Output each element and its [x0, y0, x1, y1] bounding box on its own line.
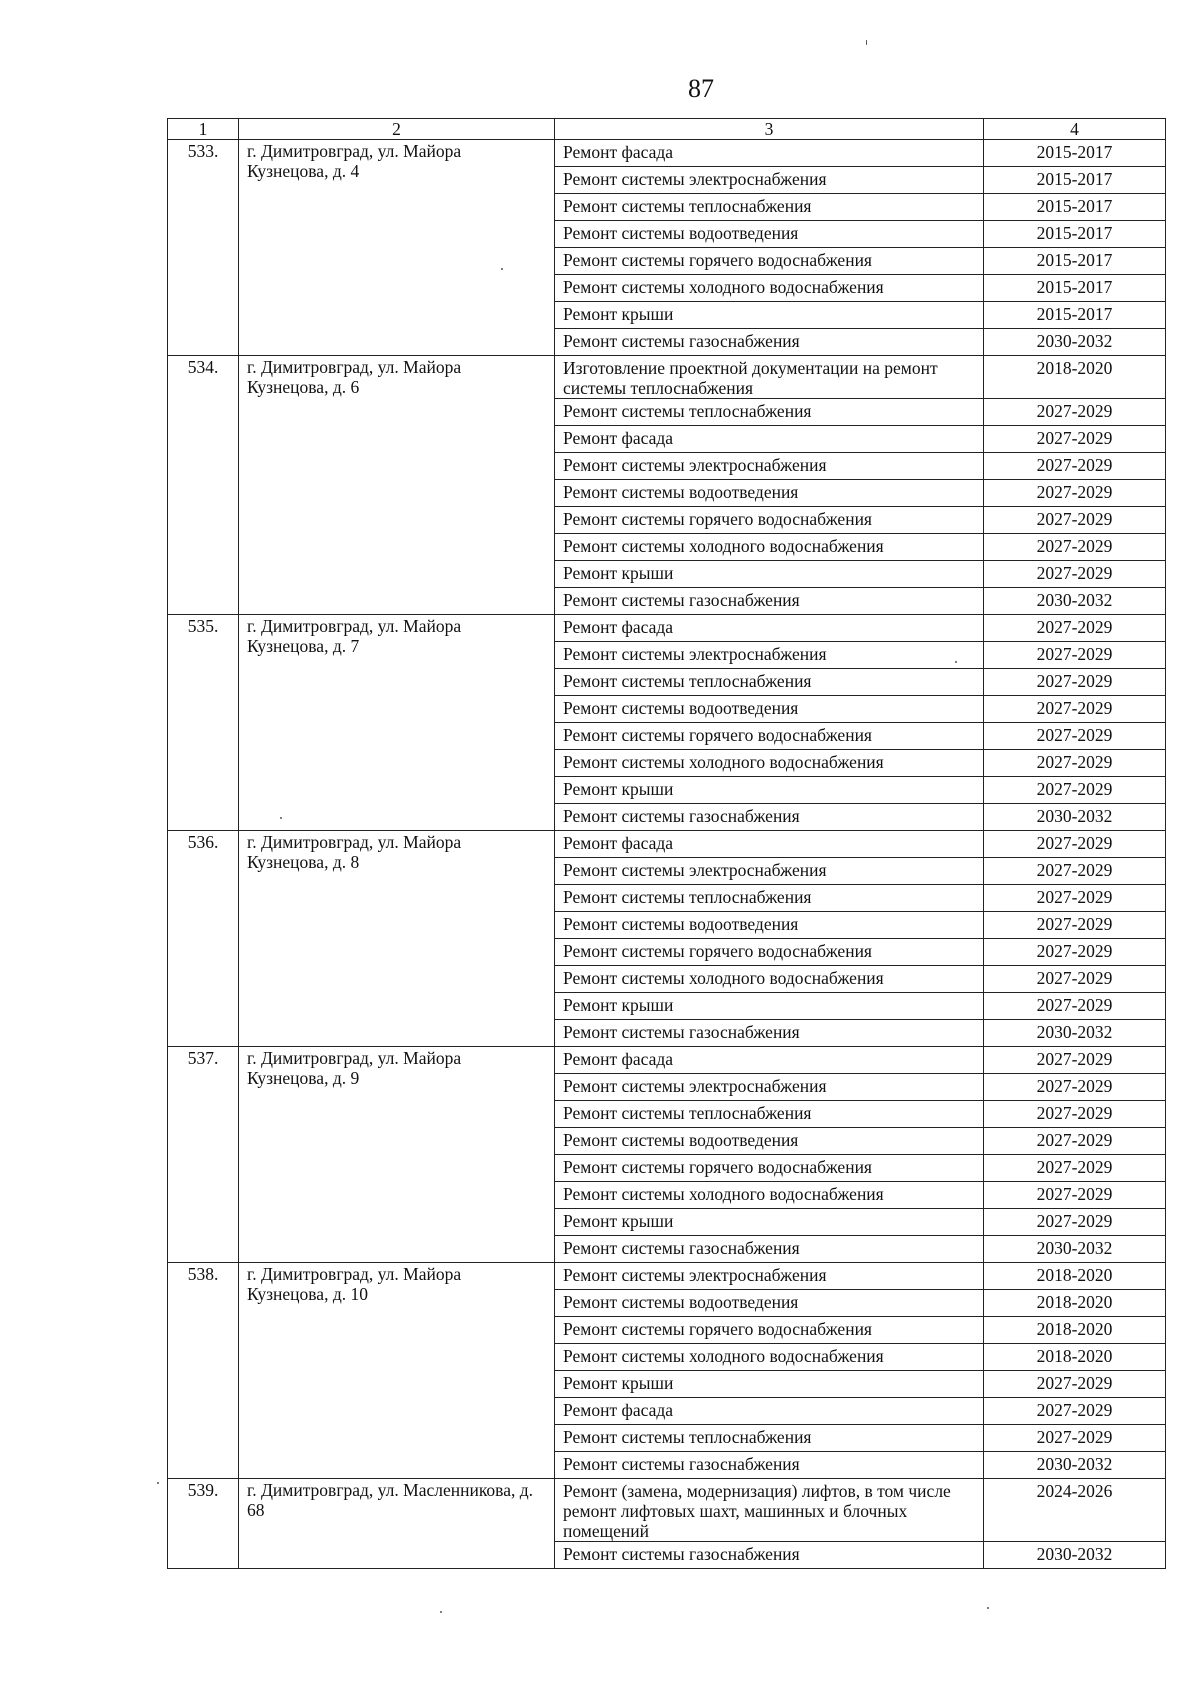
- work-period: 2027-2029: [984, 615, 1166, 642]
- scan-speck: [280, 817, 282, 819]
- work-period: 2027-2029: [984, 966, 1166, 993]
- work-type: Ремонт системы теплоснабжения: [555, 885, 984, 912]
- work-period: 2027-2029: [984, 723, 1166, 750]
- work-type: Ремонт системы теплоснабжения: [555, 399, 984, 426]
- work-period: 2015-2017: [984, 140, 1166, 167]
- repair-schedule-table: [167, 118, 1166, 1569]
- work-type: Ремонт крыши: [555, 561, 984, 588]
- work-type: Ремонт системы теплоснабжения: [555, 1101, 984, 1128]
- work-type: Ремонт фасада: [555, 426, 984, 453]
- work-type: Ремонт системы газоснабжения: [555, 1452, 984, 1479]
- object-number: 535.: [168, 615, 239, 831]
- table-row: [168, 140, 1166, 167]
- work-period: 2030-2032: [984, 329, 1166, 356]
- work-type: Ремонт системы газоснабжения: [555, 329, 984, 356]
- work-type: Изготовление проектной документации на ремонт системы теплоснабжения: [555, 356, 984, 399]
- work-type: Ремонт системы холодного водоснабжения: [555, 534, 984, 561]
- work-type: Ремонт фасада: [555, 1047, 984, 1074]
- work-period: 2027-2029: [984, 831, 1166, 858]
- work-period: 2018-2020: [984, 356, 1166, 399]
- header-col-2: 2: [239, 119, 555, 140]
- work-period: 2024-2026: [984, 1479, 1166, 1542]
- work-period: 2018-2020: [984, 1290, 1166, 1317]
- work-type: Ремонт системы газоснабжения: [555, 1236, 984, 1263]
- work-period: 2027-2029: [984, 1101, 1166, 1128]
- work-period: 2027-2029: [984, 777, 1166, 804]
- work-period: 2027-2029: [984, 1425, 1166, 1452]
- work-period: 2027-2029: [984, 507, 1166, 534]
- work-period: 2027-2029: [984, 1371, 1166, 1398]
- object-address: г. Димитровград, ул. Майора Кузнецова, д. 8: [239, 831, 555, 1047]
- work-period: 2027-2029: [984, 1047, 1166, 1074]
- work-type: Ремонт системы электроснабжения: [555, 858, 984, 885]
- work-type: Ремонт фасада: [555, 615, 984, 642]
- work-type: Ремонт системы газоснабжения: [555, 588, 984, 615]
- work-period: 2027-2029: [984, 669, 1166, 696]
- work-type: Ремонт системы холодного водоснабжения: [555, 1182, 984, 1209]
- work-period: 2027-2029: [984, 426, 1166, 453]
- work-period: 2027-2029: [984, 858, 1166, 885]
- table-row: [168, 1263, 1166, 1290]
- work-type: Ремонт системы горячего водоснабжения: [555, 723, 984, 750]
- work-type: Ремонт крыши: [555, 993, 984, 1020]
- work-period: 2027-2029: [984, 399, 1166, 426]
- work-period: 2030-2032: [984, 804, 1166, 831]
- header-col-3: 3: [555, 119, 984, 140]
- work-period: 2018-2020: [984, 1344, 1166, 1371]
- work-type: Ремонт крыши: [555, 777, 984, 804]
- table-body: [168, 140, 1166, 1569]
- work-type: Ремонт системы теплоснабжения: [555, 194, 984, 221]
- work-period: 2027-2029: [984, 561, 1166, 588]
- work-type: Ремонт системы газоснабжения: [555, 1020, 984, 1047]
- work-type: Ремонт системы холодного водоснабжения: [555, 750, 984, 777]
- work-period: 2027-2029: [984, 885, 1166, 912]
- work-period: 2018-2020: [984, 1317, 1166, 1344]
- work-period: 2027-2029: [984, 534, 1166, 561]
- object-number: 536.: [168, 831, 239, 1047]
- table-row: [168, 356, 1166, 399]
- work-type: Ремонт системы водоотведения: [555, 1290, 984, 1317]
- work-type: Ремонт крыши: [555, 1371, 984, 1398]
- object-address: г. Димитровград, ул. Майора Кузнецова, д. 9: [239, 1047, 555, 1263]
- header-col-4: 4: [984, 119, 1166, 140]
- object-number: 538.: [168, 1263, 239, 1479]
- scan-speck: [987, 1607, 989, 1609]
- work-type: Ремонт крыши: [555, 302, 984, 329]
- work-period: 2027-2029: [984, 1209, 1166, 1236]
- work-period: 2027-2029: [984, 1398, 1166, 1425]
- work-type: Ремонт системы водоотведения: [555, 912, 984, 939]
- work-type: Ремонт системы горячего водоснабжения: [555, 507, 984, 534]
- work-type: Ремонт системы холодного водоснабжения: [555, 275, 984, 302]
- work-type: Ремонт фасада: [555, 831, 984, 858]
- scan-speck: [955, 661, 957, 663]
- work-period: 2015-2017: [984, 275, 1166, 302]
- work-type: Ремонт системы газоснабжения: [555, 804, 984, 831]
- work-period: 2015-2017: [984, 221, 1166, 248]
- page-number: 87: [688, 74, 714, 103]
- work-type: Ремонт системы горячего водоснабжения: [555, 1317, 984, 1344]
- work-type: Ремонт фасада: [555, 1398, 984, 1425]
- work-period: 2027-2029: [984, 453, 1166, 480]
- work-period: 2027-2029: [984, 912, 1166, 939]
- object-number: 539.: [168, 1479, 239, 1569]
- work-type: Ремонт фасада: [555, 140, 984, 167]
- work-type: Ремонт системы теплоснабжения: [555, 669, 984, 696]
- work-period: 2027-2029: [984, 1128, 1166, 1155]
- object-address: г. Димитровград, ул. Майора Кузнецова, д. 4: [239, 140, 555, 356]
- table-row: [168, 1479, 1166, 1542]
- work-period: 2030-2032: [984, 588, 1166, 615]
- work-period: 2027-2029: [984, 993, 1166, 1020]
- work-type: Ремонт системы водоотведения: [555, 696, 984, 723]
- work-type: Ремонт системы горячего водоснабжения: [555, 248, 984, 275]
- work-period: 2030-2032: [984, 1452, 1166, 1479]
- work-period: 2018-2020: [984, 1263, 1166, 1290]
- object-address: г. Димитровград, ул. Майора Кузнецова, д. 10: [239, 1263, 555, 1479]
- work-period: 2027-2029: [984, 480, 1166, 507]
- work-period: 2015-2017: [984, 302, 1166, 329]
- work-type: Ремонт системы водоотведения: [555, 221, 984, 248]
- work-type: Ремонт системы электроснабжения: [555, 1074, 984, 1101]
- work-period: 2015-2017: [984, 248, 1166, 275]
- work-type: Ремонт системы водоотведения: [555, 480, 984, 507]
- work-period: 2027-2029: [984, 939, 1166, 966]
- object-address: г. Димитровград, ул. Майора Кузнецова, д. 6: [239, 356, 555, 615]
- work-period: 2027-2029: [984, 1182, 1166, 1209]
- scan-speck: [440, 1611, 442, 1613]
- work-period: 2030-2032: [984, 1236, 1166, 1263]
- table-row: [168, 615, 1166, 642]
- table-row: [168, 1047, 1166, 1074]
- object-number: 534.: [168, 356, 239, 615]
- work-period: 2027-2029: [984, 642, 1166, 669]
- work-type: Ремонт системы горячего водоснабжения: [555, 939, 984, 966]
- work-type: Ремонт системы электроснабжения: [555, 1263, 984, 1290]
- table-row: [168, 831, 1166, 858]
- header-col-1: 1: [168, 119, 239, 140]
- work-type: Ремонт системы электроснабжения: [555, 642, 984, 669]
- scan-speck: [157, 1482, 159, 1484]
- work-period: 2015-2017: [984, 194, 1166, 221]
- work-type: Ремонт крыши: [555, 1209, 984, 1236]
- work-type: Ремонт системы теплоснабжения: [555, 1425, 984, 1452]
- work-type: Ремонт системы холодного водоснабжения: [555, 966, 984, 993]
- work-type: Ремонт системы газоснабжения: [555, 1542, 984, 1569]
- object-number: 533.: [168, 140, 239, 356]
- work-type: Ремонт системы горячего водоснабжения: [555, 1155, 984, 1182]
- work-period: 2027-2029: [984, 750, 1166, 777]
- object-address: г. Димитровград, ул. Майора Кузнецова, д. 7: [239, 615, 555, 831]
- scan-speck: [866, 40, 867, 45]
- work-type: Ремонт (замена, модернизация) лифтов, в том числе ремонт лифтовых шахт, машинных и блочных помещений: [555, 1479, 984, 1542]
- work-type: Ремонт системы водоотведения: [555, 1128, 984, 1155]
- work-period: 2015-2017: [984, 167, 1166, 194]
- work-type: Ремонт системы электроснабжения: [555, 453, 984, 480]
- object-number: 537.: [168, 1047, 239, 1263]
- work-period: 2027-2029: [984, 1074, 1166, 1101]
- work-period: 2027-2029: [984, 696, 1166, 723]
- header-row: [168, 119, 1166, 140]
- work-type: Ремонт системы электроснабжения: [555, 167, 984, 194]
- work-period: 2030-2032: [984, 1020, 1166, 1047]
- scan-speck: [501, 268, 503, 270]
- work-period: 2027-2029: [984, 1155, 1166, 1182]
- object-address: г. Димитровград, ул. Масленникова, д. 68: [239, 1479, 555, 1569]
- work-type: Ремонт системы холодного водоснабжения: [555, 1344, 984, 1371]
- work-period: 2030-2032: [984, 1542, 1166, 1569]
